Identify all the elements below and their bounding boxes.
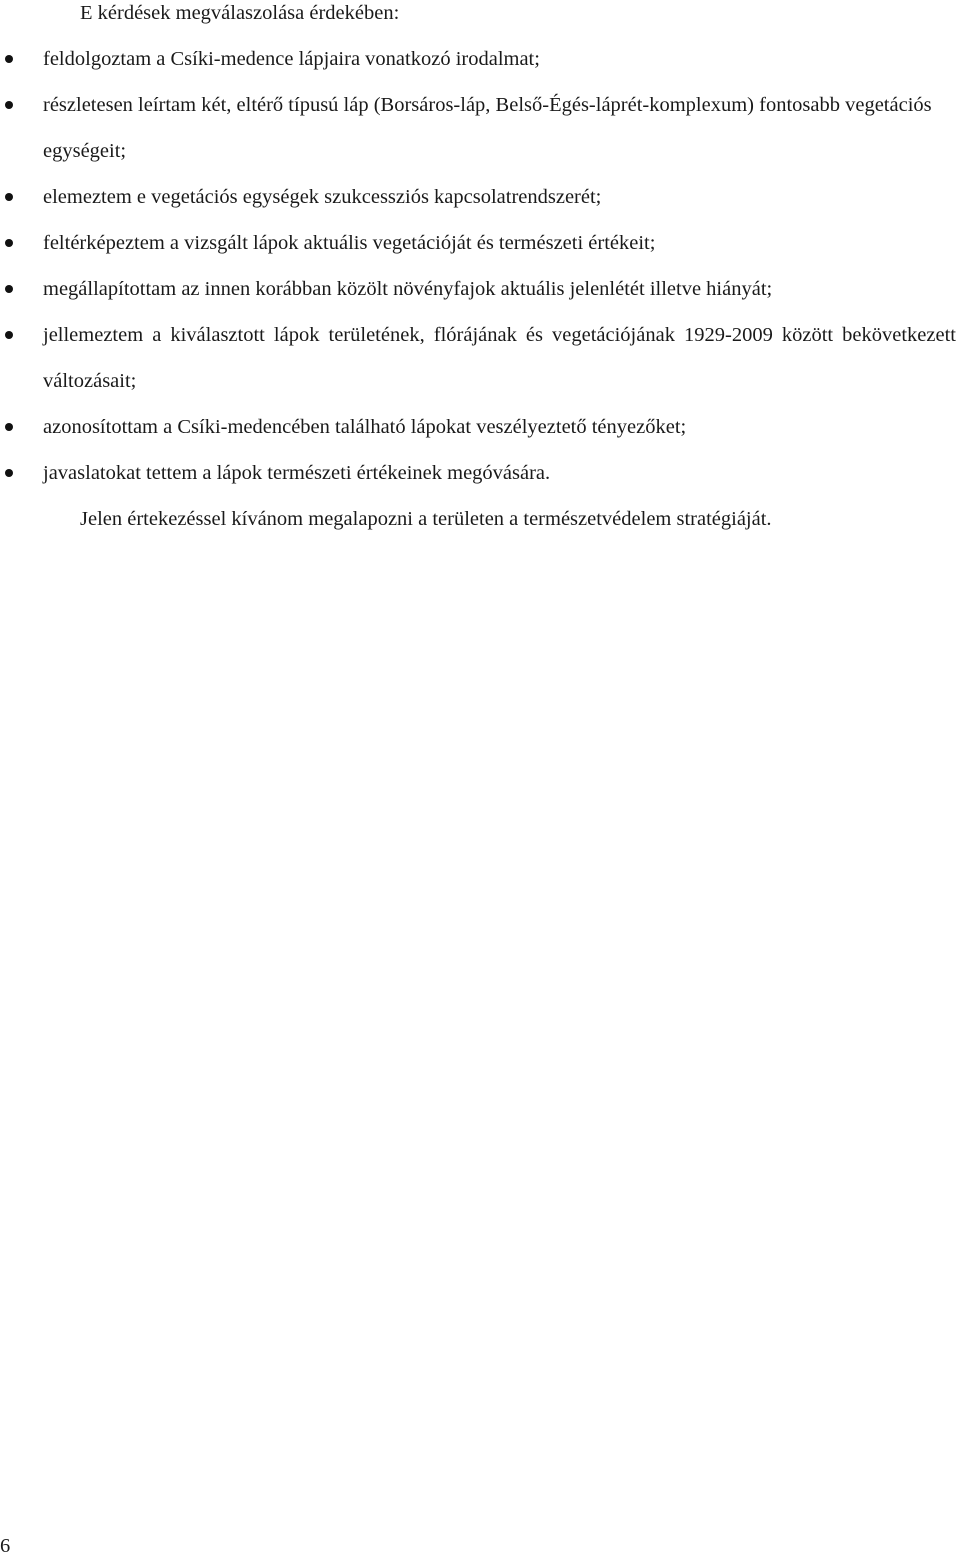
list-item-text: megállapítottam az innen korábban közölt növényfajok aktuális jelenlétét illetve hiányát;	[43, 278, 773, 300]
bullet-icon	[5, 331, 13, 339]
intro-paragraph: E kérdések megválaszolása érdekében:	[80, 2, 400, 24]
list-item	[0, 36, 960, 82]
bullet-icon	[5, 101, 13, 109]
bullet-list	[0, 36, 960, 496]
bullet-icon	[5, 285, 13, 293]
list-item	[0, 220, 960, 266]
bullet-icon	[5, 469, 13, 477]
bullet-icon	[5, 423, 13, 431]
list-item	[0, 266, 960, 312]
list-item	[0, 450, 960, 496]
list-item-text: részletesen leírtam két, eltérő típusú láp (Borsáros-láp, Belső-Égés-láprét-komplexum) fontosabb vegetációs egységeit;	[43, 94, 932, 162]
list-item-text: jellemeztem a kiválasztott lápok területének, flórájának és vegetációjának 1929-2009 között bekövetkezett változásait;	[43, 324, 956, 392]
list-item	[0, 174, 960, 220]
list-item	[0, 312, 960, 404]
list-item-text: javaslatokat tettem a lápok természeti értékeinek megóvására.	[43, 462, 551, 484]
list-item	[0, 82, 960, 174]
page-number: 6	[0, 1535, 11, 1557]
list-item-text: elemeztem e vegetációs egységek szukcessziós kapcsolatrendszerét;	[43, 186, 602, 208]
list-item	[0, 404, 960, 450]
bullet-icon	[5, 239, 13, 247]
list-item-text: feldolgoztam a Csíki-medence lápjaira vonatkozó irodalmat;	[43, 48, 540, 70]
bullet-icon	[5, 55, 13, 63]
list-item-text: feltérképeztem a vizsgált lápok aktuális vegetációját és természeti értékeit;	[43, 232, 656, 254]
list-item-text: azonosítottam a Csíki-medencében található lápokat veszélyeztető tényezőket;	[43, 416, 687, 438]
bullet-icon	[5, 193, 13, 201]
closing-paragraph: Jelen értekezéssel kívánom megalapozni a területen a természetvédelem stratégiáját.	[80, 508, 772, 530]
